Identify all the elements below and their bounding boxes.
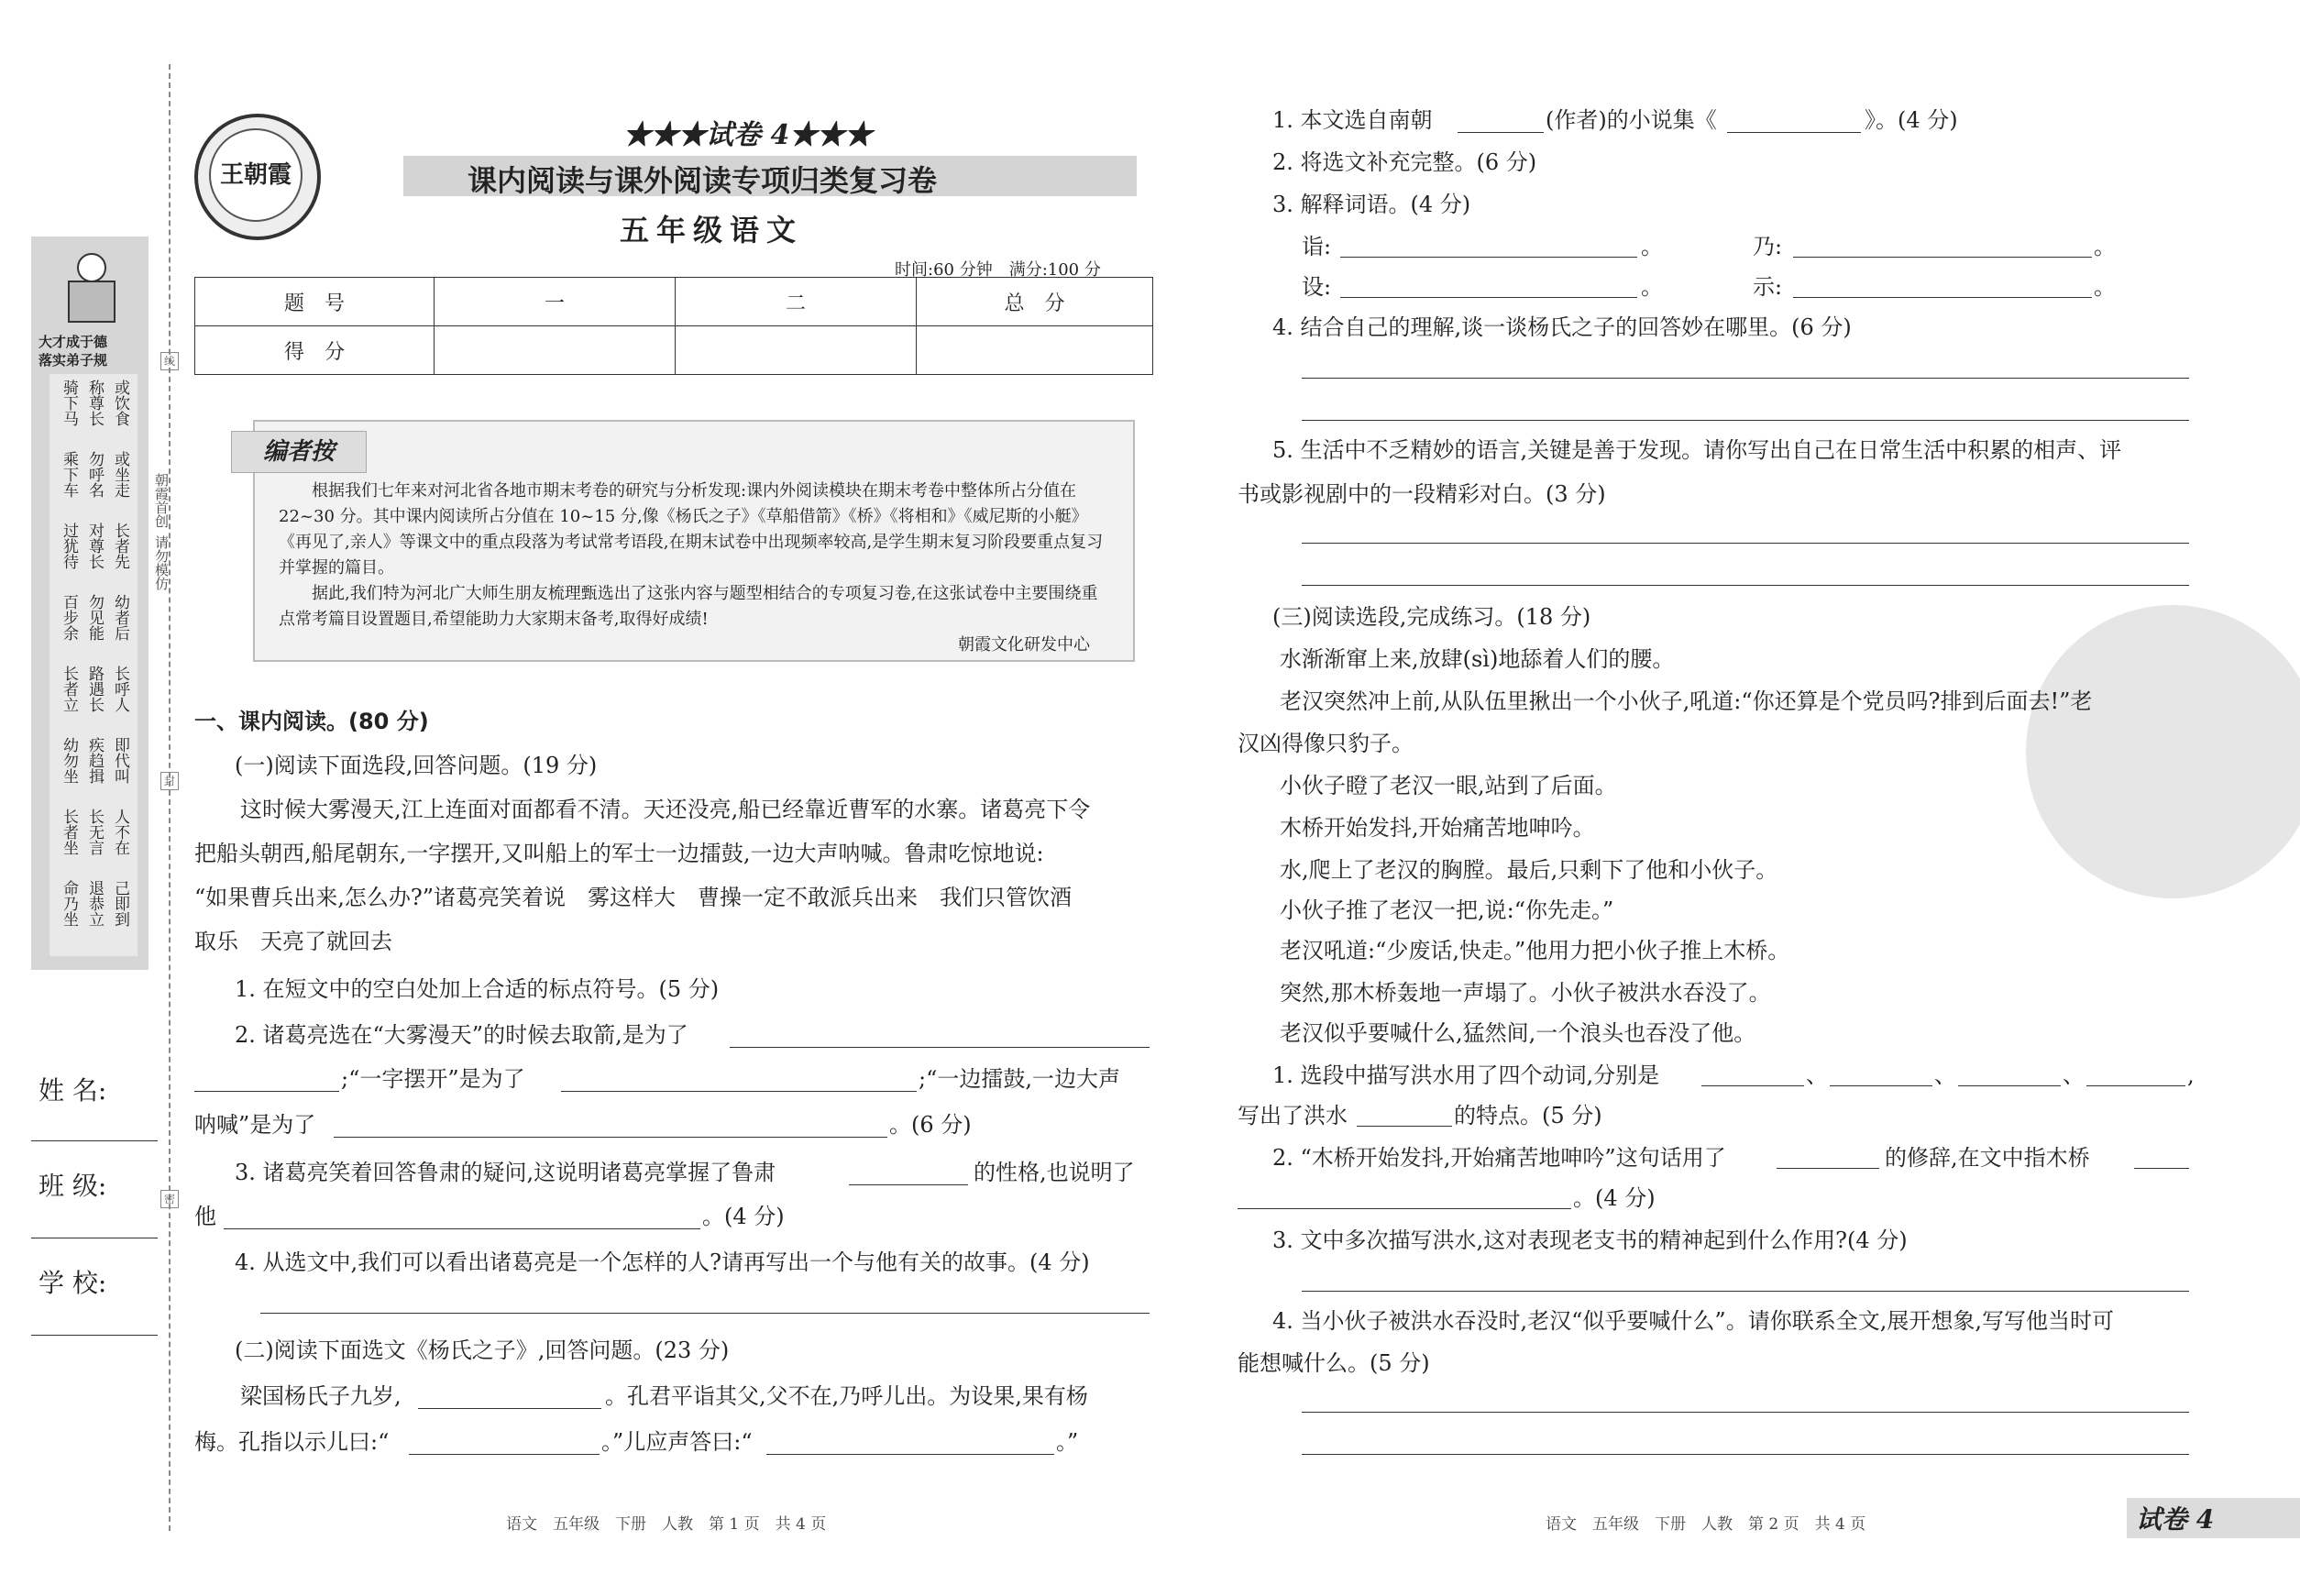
table-cell: 得 分 bbox=[195, 326, 435, 375]
question: 4. 从选文中,我们可以看出诸葛亮是一个怎样的人?请再写出一个与他有关的故事。(4 分) bbox=[235, 1249, 1090, 1275]
rule-text: 退恭立 bbox=[85, 880, 104, 927]
score-input[interactable] bbox=[435, 326, 676, 375]
answer-blank[interactable] bbox=[730, 1047, 1150, 1048]
table-cell: 二 bbox=[676, 278, 917, 326]
seal-mark: 密 bbox=[160, 1190, 179, 1208]
period: 。 bbox=[1641, 234, 1663, 259]
part-heading: (二)阅读下面选文《杨氏之子》,回答问题。(23 分) bbox=[235, 1337, 730, 1363]
rule-text: 或饮食 bbox=[111, 380, 129, 426]
question: 2. “木桥开始发抖,开始痛苦地呻吟”这句话用了 bbox=[1272, 1145, 1726, 1171]
question: 3. 诸葛亮笑着回答鲁肃的疑问,这说明诸葛亮掌握了鲁肃 bbox=[235, 1160, 776, 1185]
table-cell: 题 号 bbox=[195, 278, 435, 326]
answer-blank[interactable] bbox=[766, 1454, 1054, 1455]
rule-text: 人不在 bbox=[111, 809, 129, 855]
rule-text: 即代叫 bbox=[111, 737, 129, 784]
score-table bbox=[194, 277, 1153, 375]
passage-line: 小伙子瞪了老汉一眼,站到了后面。 bbox=[1280, 773, 1617, 798]
period: 。 bbox=[2094, 234, 2116, 259]
page-title: 课内阅读与课外阅读专项归类复习卷 bbox=[468, 163, 938, 198]
answer-blank[interactable] bbox=[1777, 1168, 1879, 1169]
seal-mark: 线 bbox=[160, 352, 179, 370]
answer-blank[interactable] bbox=[334, 1137, 887, 1138]
passage-line: 水渐渐窜上来,放肆(sì)地舔着人们的腰。 bbox=[1280, 646, 1675, 672]
passage-text: 。” bbox=[1056, 1429, 1079, 1455]
answer-blank[interactable] bbox=[2134, 1168, 2189, 1169]
table-row bbox=[195, 278, 1153, 326]
rule-text: 长者立 bbox=[60, 666, 78, 712]
answer-blank[interactable] bbox=[194, 1091, 339, 1092]
question: 4. 当小伙子被洪水吞没时,老汉“似乎要喊什么”。请你联系全文,展开想象,写写他当时可 bbox=[1272, 1308, 2114, 1334]
rule-text: 路遇长 bbox=[85, 666, 104, 712]
rule-text: 长者先 bbox=[111, 523, 129, 569]
rule-text: 骑下马 bbox=[60, 380, 78, 426]
paper-badge-text: 试卷 4 bbox=[2136, 1504, 2215, 1535]
answer-line[interactable] bbox=[1302, 585, 2189, 586]
rule-text: 勿见能 bbox=[85, 594, 104, 641]
editor-note-signature: 朝霞文化研发中心 bbox=[958, 635, 1090, 655]
answer-blank[interactable] bbox=[1458, 132, 1544, 133]
rule-text: 百步余 bbox=[60, 594, 78, 641]
score-input[interactable] bbox=[676, 326, 917, 375]
word-label: 诣: bbox=[1302, 234, 1332, 259]
question: 5. 生活中不乏精妙的语言,关键是善于发现。请你写出自己在日常生活中积累的相声、评 bbox=[1272, 437, 2122, 463]
question: 能想喊什么。(5 分) bbox=[1238, 1350, 1430, 1376]
logo-text: 王朝霞 bbox=[209, 128, 303, 222]
editor-note-box bbox=[253, 420, 1135, 662]
question-text: 写出了洪水 bbox=[1238, 1103, 1348, 1128]
period: 。 bbox=[1641, 274, 1663, 300]
page-subtitle: 五年级语文 bbox=[620, 213, 804, 248]
question-text: 。(6 分) bbox=[889, 1112, 972, 1138]
time-info: 时间:60 分钟 满分:100 分 bbox=[895, 260, 1101, 280]
passage-line: 小伙子推了老汉一把,说:“你先走。” bbox=[1280, 897, 1614, 923]
answer-blank[interactable] bbox=[849, 1184, 968, 1185]
question-text: 的修辞,在文中指木桥 bbox=[1885, 1145, 2090, 1171]
answer-blank[interactable] bbox=[1340, 297, 1637, 298]
answer-line[interactable] bbox=[1302, 378, 2189, 379]
answer-blank[interactable] bbox=[409, 1454, 600, 1455]
question-text: ;“一边擂鼓,一边大声 bbox=[919, 1066, 1120, 1092]
page-footer: 语文 五年级 下册 人教 第 2 页 共 4 页 bbox=[1546, 1515, 1866, 1534]
answer-blank[interactable] bbox=[2086, 1085, 2185, 1086]
editor-note-para: 根据我们七年来对河北省各地市期末考卷的研究与分析发现:课内外阅读模块在期末考卷中整体所占分值在 22~30 分。其中课内阅读所占分值在 10~15 分,像《杨氏之子》《草船借箭》《桥》《将相和》《威尼斯的小艇》《再见了,亲人》等课文中的重点段落为考试常考语段,在期末试卷中出现频率较高,是学生期末复习阶段要重点复习并掌握的篇目。 bbox=[279, 481, 1104, 578]
cut-line bbox=[169, 64, 171, 1531]
section-heading: 一、课内阅读。(80 分) bbox=[194, 709, 429, 734]
question: 1. 在短文中的空白处加上合适的标点符号。(5 分) bbox=[235, 976, 720, 1002]
separator: 、 bbox=[2063, 1062, 2085, 1088]
answer-blank[interactable] bbox=[1701, 1085, 1804, 1086]
passage-line: “如果曹兵出来,怎么办?”诸葛亮笑着说 雾这样大 曹操一定不敢派兵出来 我们只管饮酒 bbox=[194, 885, 1073, 910]
editor-note-para: 据此,我们特为河北广大师生朋友梳理甄选出了这张内容与题型相结合的专项复习卷,在这张试卷中主要围绕重点常考篇目设置题目,希望能助力大家期末备考,取得好成绩! bbox=[279, 584, 1098, 629]
answer-line[interactable] bbox=[1302, 420, 2189, 421]
rules-box bbox=[50, 374, 138, 956]
rule-text: 幼者后 bbox=[111, 594, 129, 641]
rule-text: 命乃坐 bbox=[60, 880, 78, 927]
question-text: 的特点。(5 分) bbox=[1454, 1103, 1602, 1128]
question: 1. 选段中描写洪水用了四个动词,分别是 bbox=[1272, 1062, 1660, 1088]
question: 2. 诸葛亮选在“大雾漫天”的时候去取箭,是为了 bbox=[235, 1022, 688, 1048]
passage-text: 梅。孔指以示儿曰:“ bbox=[194, 1429, 390, 1455]
answer-line[interactable] bbox=[1302, 1454, 2189, 1455]
rule-text: 己即到 bbox=[111, 880, 129, 927]
question-text: 他 bbox=[194, 1204, 216, 1229]
part-heading: (一)阅读下面选段,回答问题。(19 分) bbox=[235, 753, 598, 778]
rule-text: 幼勿坐 bbox=[60, 737, 78, 784]
part-heading: (三)阅读选段,完成练习。(18 分) bbox=[1272, 604, 1591, 630]
name-label: 姓 名: bbox=[39, 1075, 107, 1106]
passage-line: 老汉突然冲上前,从队伍里揪出一个小伙子,吼道:“你还算是个党员吗?排到后面去!”老 bbox=[1280, 688, 2093, 714]
rule-text: 乘下车 bbox=[60, 451, 78, 498]
table-cell: 一 bbox=[435, 278, 676, 326]
answer-blank[interactable] bbox=[1238, 1208, 1571, 1209]
question: 2. 将选文补充完整。(6 分) bbox=[1272, 149, 1537, 175]
passage-text: 。孔君平诣其父,父不在,乃呼儿出。为设果,果有杨 bbox=[605, 1383, 1088, 1409]
rule-text: 过犹待 bbox=[60, 523, 78, 569]
passage-line: 取乐 天亮了就回去 bbox=[194, 929, 392, 954]
rule-text: 勿呼名 bbox=[85, 451, 104, 498]
word-label: 示: bbox=[1753, 274, 1783, 300]
period: 。 bbox=[2094, 274, 2116, 300]
answer-blank[interactable] bbox=[1793, 257, 2092, 258]
question-text: ;“一字摆开”是为了 bbox=[341, 1066, 525, 1092]
question: 3. 文中多次描写洪水,这对表现老支书的精神起到什么作用?(4 分) bbox=[1272, 1227, 1908, 1253]
motto: 大才成于德 bbox=[39, 334, 108, 350]
school-label: 学 校: bbox=[39, 1268, 107, 1298]
table-cell: 总 分 bbox=[917, 278, 1153, 326]
question-text: 。(4 分) bbox=[1573, 1185, 1656, 1211]
answer-blank[interactable] bbox=[418, 1408, 601, 1409]
separator: 、 bbox=[1806, 1062, 1828, 1088]
school-input[interactable] bbox=[31, 1335, 158, 1336]
answer-blank[interactable] bbox=[1958, 1085, 2061, 1086]
question-text: 1. 本文选自南朝 bbox=[1272, 107, 1433, 133]
passage-line: 突然,那木桥轰地一声塌了。小伙子被洪水吞没了。 bbox=[1280, 980, 1771, 1006]
passage-text: 梁国杨氏子九岁, bbox=[240, 1383, 402, 1409]
word-label: 乃: bbox=[1753, 234, 1783, 259]
question: 4. 结合自己的理解,谈一谈杨氏之子的回答妙在哪里。(6 分) bbox=[1272, 314, 1852, 340]
answer-line[interactable] bbox=[1302, 543, 2189, 544]
page-footer: 语文 五年级 下册 人教 第 1 页 共 4 页 bbox=[506, 1515, 827, 1534]
answer-line[interactable] bbox=[1302, 1412, 2189, 1413]
passage-line: 老汉吼道:“少废话,快走。”他用力把小伙子推上木桥。 bbox=[1280, 938, 1790, 963]
question-text: 。(4 分) bbox=[702, 1204, 785, 1229]
rule-text: 长呼人 bbox=[111, 666, 129, 712]
answer-line[interactable] bbox=[260, 1313, 1150, 1314]
rule-text: 称尊长 bbox=[85, 380, 104, 426]
answer-blank[interactable] bbox=[224, 1228, 700, 1229]
separator: , bbox=[2187, 1062, 2195, 1088]
editor-note-tag: 编者按 bbox=[231, 431, 367, 473]
scholar-icon bbox=[64, 249, 116, 332]
vertical-note: 朝霞首创 bbox=[153, 473, 170, 528]
separator: 、 bbox=[1934, 1062, 1956, 1088]
passage-line: 水,爬上了老汉的胸膛。最后,只剩下了他和小伙子。 bbox=[1280, 857, 1778, 883]
rule-text: 长者坐 bbox=[60, 809, 78, 855]
passage-text: 。”儿应声答曰:“ bbox=[601, 1429, 753, 1455]
motto: 落实弟子规 bbox=[39, 352, 108, 369]
rule-text: 长无言 bbox=[85, 809, 104, 855]
paper-label: ★★★试卷 4★★★ bbox=[623, 119, 873, 151]
question-text: 》。(4 分) bbox=[1865, 107, 1958, 133]
answer-blank[interactable] bbox=[1727, 132, 1861, 133]
rule-text: 对尊长 bbox=[85, 523, 104, 569]
question-text: (作者)的小说集《 bbox=[1546, 107, 1717, 133]
answer-blank[interactable] bbox=[1340, 257, 1637, 258]
question: 书或影视剧中的一段精彩对白。(3 分) bbox=[1238, 481, 1606, 507]
brand-logo bbox=[194, 114, 321, 240]
question: 3. 解释词语。(4 分) bbox=[1272, 192, 1471, 217]
passage-line: 木桥开始发抖,开始痛苦地呻吟。 bbox=[1280, 815, 1595, 841]
answer-blank[interactable] bbox=[1830, 1085, 1932, 1086]
seal-mark: 封 bbox=[160, 772, 179, 790]
rule-text: 疾趋揖 bbox=[85, 737, 104, 784]
table-row bbox=[195, 326, 1153, 375]
answer-blank[interactable] bbox=[1357, 1126, 1452, 1127]
class-label: 班 级: bbox=[39, 1171, 107, 1201]
question-text: 呐喊”是为了 bbox=[194, 1112, 316, 1138]
passage-line: 把船头朝西,船尾朝东,一字摆开,又叫船上的军士一边擂鼓,一边大声呐喊。鲁肃吃惊地说: bbox=[194, 841, 1044, 866]
word-label: 设: bbox=[1302, 274, 1332, 300]
watermark-seal-icon bbox=[2026, 605, 2300, 898]
answer-blank[interactable] bbox=[561, 1091, 917, 1092]
answer-blank[interactable] bbox=[1793, 297, 2092, 298]
passage-line: 老汉似乎要喊什么,猛然间,一个浪头也吞没了他。 bbox=[1280, 1020, 1756, 1046]
vertical-note: 请勿模仿 bbox=[153, 535, 170, 590]
question-text: 的性格,也说明了 bbox=[974, 1160, 1135, 1185]
name-input[interactable] bbox=[31, 1140, 158, 1141]
passage-line: 这时候大雾漫天,江上连面对面都看不清。天还没亮,船已经靠近曹军的水寨。诸葛亮下令 bbox=[240, 797, 1091, 822]
passage-line: 汉凶得像只豹子。 bbox=[1238, 731, 1414, 756]
sidebar-panel bbox=[31, 237, 149, 970]
rule-text: 或坐走 bbox=[111, 451, 129, 498]
answer-line[interactable] bbox=[1302, 1291, 2189, 1292]
score-input[interactable] bbox=[917, 326, 1153, 375]
